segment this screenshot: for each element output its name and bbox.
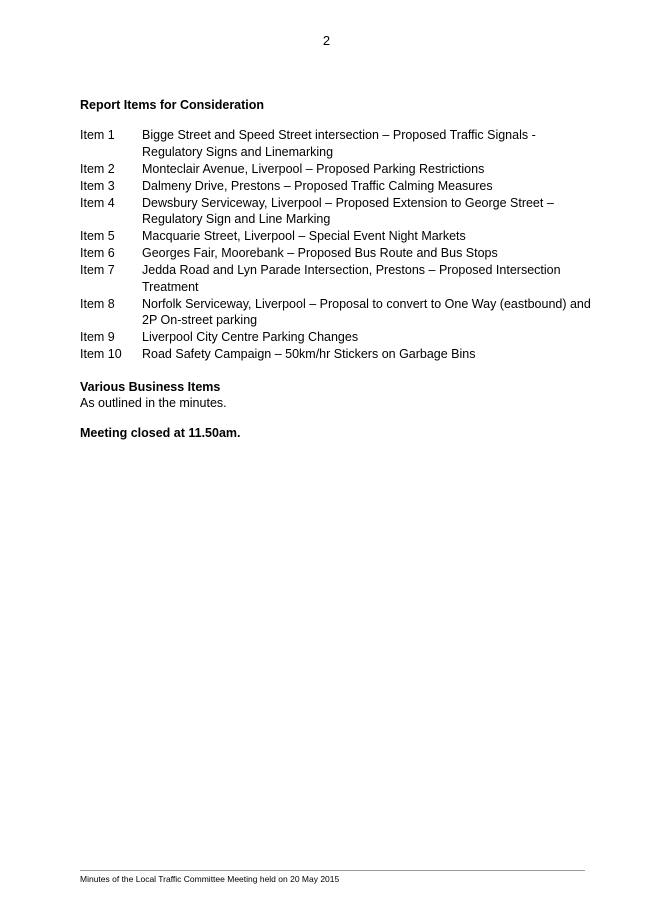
item-title: Norfolk Serviceway, Liverpool – Proposal to convert to One Way (eastbound) and 2P On-street parking <box>142 296 591 327</box>
item-title: Bigge Street and Speed Street intersection – Proposed Traffic Signals - Regulatory Signs and Linemarking <box>142 128 536 159</box>
list-item <box>80 195 600 228</box>
list-item <box>80 346 600 363</box>
various-business-text: As outlined in the minutes. <box>80 396 227 410</box>
list-item <box>80 296 600 329</box>
page-number: 2 <box>322 33 331 48</box>
item-title: Dewsbury Serviceway, Liverpool – Proposed Extension to George Street – Regulatory Sign and Line Marking <box>142 195 554 226</box>
item-title: Macquarie Street, Liverpool – Special Event Night Markets <box>142 229 466 243</box>
list-item <box>80 329 600 346</box>
item-label: Item 6 <box>80 246 115 260</box>
item-label: Item 9 <box>80 330 115 344</box>
item-title: Liverpool City Centre Parking Changes <box>142 330 359 344</box>
item-label: Item 3 <box>80 178 115 193</box>
item-title: Monteclair Avenue, Liverpool – Proposed Parking Restrictions <box>142 161 485 176</box>
list-item <box>80 127 600 160</box>
item-label: Item 7 <box>80 263 115 277</box>
report-items-heading: Report Items for Consideration <box>80 98 265 112</box>
item-label: Item 4 <box>80 195 115 210</box>
item-label: Item 1 <box>80 128 115 142</box>
footer-divider <box>80 870 585 871</box>
item-title: Road Safety Campaign – 50km/hr Stickers on Garbage Bins <box>142 347 476 361</box>
item-label: Item 5 <box>80 229 115 243</box>
item-label: Item 2 <box>80 161 115 176</box>
list-item <box>80 178 600 195</box>
various-business-heading: Various Business Items <box>80 380 221 394</box>
item-title: Dalmeny Drive, Prestons – Proposed Traffic Calming Measures <box>142 178 493 193</box>
item-label: Item 10 <box>80 347 122 361</box>
item-title: Jedda Road and Lyn Parade Intersection, Prestons – Proposed Intersection Treatment <box>142 263 561 294</box>
report-items-list <box>80 127 600 363</box>
footer-text: Minutes of the Local Traffic Committee Meeting held on 20 May 2015 <box>80 874 340 884</box>
item-title: Georges Fair, Moorebank – Proposed Bus Route and Bus Stops <box>142 246 498 260</box>
list-item <box>80 228 600 245</box>
list-item <box>80 262 600 295</box>
list-item <box>80 245 600 262</box>
list-item <box>80 161 600 178</box>
item-label: Item 8 <box>80 296 115 311</box>
meeting-closed-text: Meeting closed at 11.50am. <box>80 426 241 440</box>
